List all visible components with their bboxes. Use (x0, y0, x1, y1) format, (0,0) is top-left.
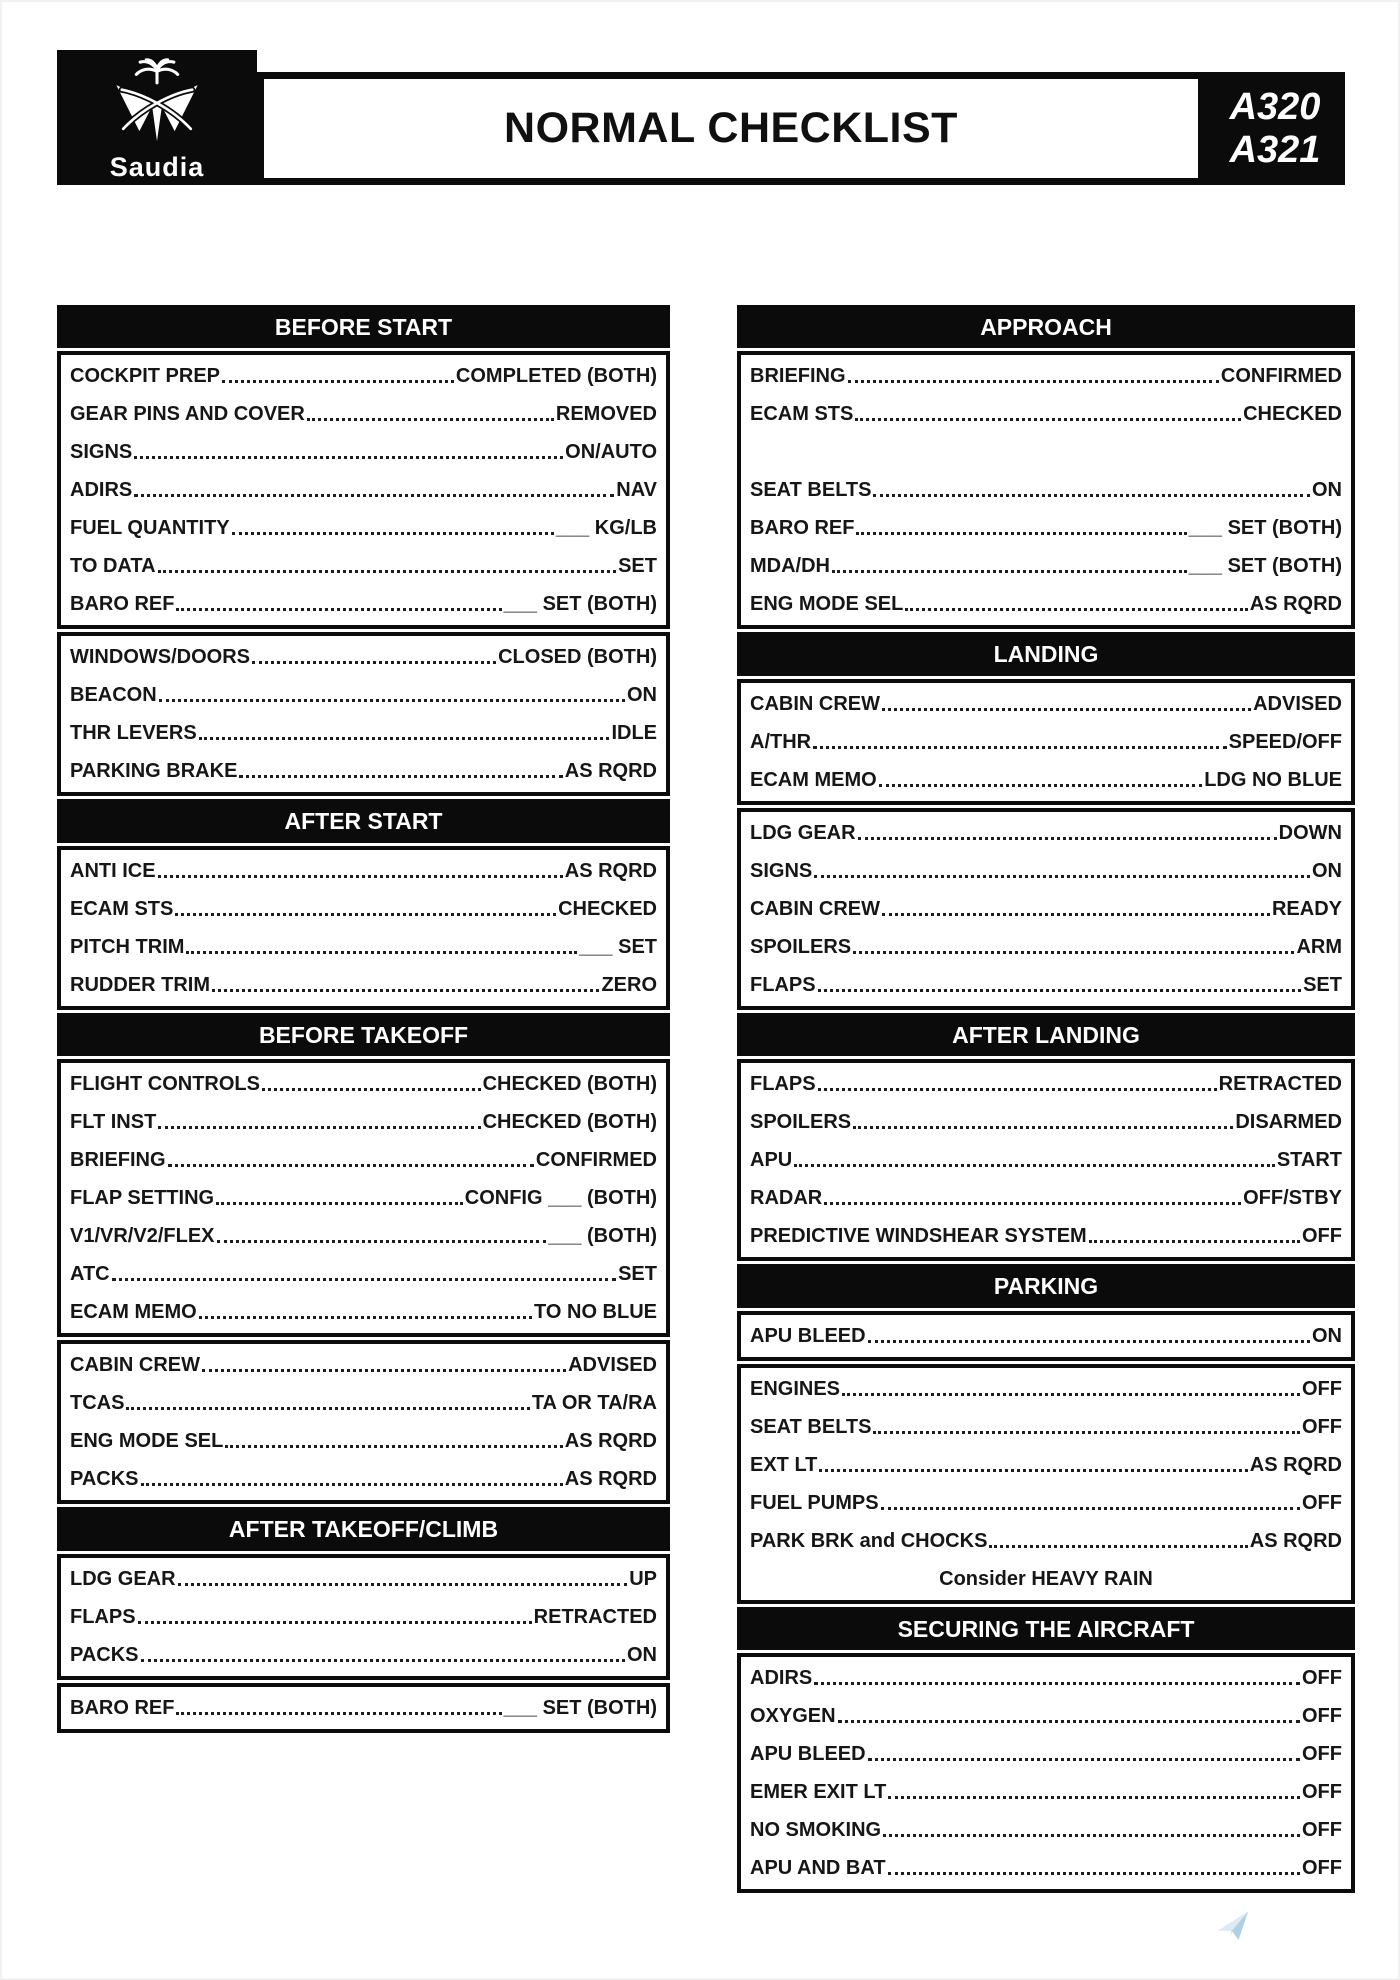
checklist-row (750, 814, 1342, 852)
checklist-group (57, 846, 670, 1010)
item-label: FUEL PUMPS (750, 1491, 879, 1514)
checklist-row (70, 1598, 657, 1636)
item-value: AS RQRD (1249, 593, 1342, 616)
item-value: CHECKED (BOTH) (482, 1111, 657, 1134)
item-label: ANTI ICE (70, 859, 156, 882)
item-value: ___ SET (BOTH) (503, 1696, 657, 1719)
item-value: ___ SET (BOTH) (1188, 517, 1342, 540)
dotted-leader (134, 494, 614, 497)
section-body (57, 351, 670, 796)
section-header: AFTER TAKEOFF/CLIMB (57, 1507, 670, 1550)
dotted-leader (212, 989, 599, 992)
aircraft-type-a321: A321 (1229, 128, 1321, 171)
checklist-row (70, 1293, 657, 1331)
dotted-leader (873, 1431, 1300, 1434)
item-value: OFF (1302, 1491, 1342, 1514)
dotted-leader (217, 1240, 547, 1243)
item-value: RETRACTED (1218, 1073, 1342, 1096)
item-value: OFF (1302, 1225, 1342, 1248)
dotted-leader (225, 1445, 562, 1448)
item-label: COCKPIT PREP (70, 365, 221, 388)
dotted-leader (838, 1720, 1300, 1723)
item-label: SEAT BELTS (750, 479, 872, 502)
dotted-leader (199, 737, 610, 740)
item-label: BRIEFING (750, 365, 846, 388)
item-label: CABIN CREW (70, 1354, 200, 1377)
item-value: CHECKED (1243, 403, 1342, 426)
dotted-leader (134, 456, 563, 459)
item-label: ENG MODE SEL (70, 1430, 224, 1453)
item-value: AS RQRD (564, 1430, 657, 1453)
checklist-row (750, 1811, 1342, 1849)
dotted-leader (868, 1758, 1300, 1761)
checklist-section (737, 1607, 1355, 1893)
item-label: TO DATA (70, 555, 156, 578)
paper-plane-icon (1214, 1910, 1255, 1950)
item-value: ON (627, 684, 657, 707)
checklist-group (737, 808, 1355, 1010)
item-label: EMER EXIT LT (750, 1781, 887, 1804)
item-value: TO NO BLUE (534, 1301, 657, 1324)
item-label: V1/VR/V2/FLEX (70, 1225, 215, 1248)
checklist-row (70, 509, 657, 547)
checklist-row (750, 1065, 1342, 1103)
dotted-leader (832, 570, 1187, 573)
dotted-leader (252, 661, 496, 664)
dotted-leader (262, 1088, 481, 1091)
item-value: TA OR TA/RA (531, 1392, 657, 1415)
item-label: ATC (70, 1263, 110, 1286)
item-value: OFF (1302, 1857, 1342, 1880)
item-label: SEAT BELTS (750, 1415, 872, 1438)
checklist-row (750, 1317, 1342, 1355)
item-label: PACKS (70, 1468, 139, 1491)
section-header: LANDING (737, 632, 1355, 675)
section-body (737, 1653, 1355, 1893)
checklist-row (750, 395, 1342, 433)
checklist-row (70, 357, 657, 395)
item-value: COMPLETED (BOTH) (455, 365, 657, 388)
dotted-leader (814, 1682, 1300, 1685)
checklist-row (70, 1141, 657, 1179)
dotted-leader (141, 1659, 625, 1662)
item-value: OFF (1302, 1705, 1342, 1728)
dotted-leader (176, 608, 501, 611)
item-label: PITCH TRIM (70, 935, 185, 958)
item-label: FLT INST (70, 1111, 157, 1134)
item-label: FLAP SETTING (70, 1187, 215, 1210)
checklist-row (750, 1849, 1342, 1887)
checklist-row (750, 928, 1342, 966)
item-value: DISARMED (1235, 1111, 1342, 1134)
item-value: SET (1303, 973, 1342, 996)
item-value: REMOVED (555, 403, 657, 426)
item-label: APU (750, 1149, 793, 1172)
dotted-leader (868, 1340, 1310, 1343)
checklist-row (750, 357, 1342, 395)
dotted-leader (202, 1369, 566, 1372)
item-value: OFF (1302, 1667, 1342, 1690)
item-label: PREDICTIVE WINDSHEAR SYSTEM (750, 1225, 1087, 1248)
checklist-row (750, 1141, 1342, 1179)
checklist-group (57, 632, 670, 796)
dotted-leader (168, 1164, 534, 1167)
dotted-leader (882, 913, 1270, 916)
checklist-row (70, 1346, 657, 1384)
item-value: AS RQRD (564, 859, 657, 882)
item-value: SET (618, 1263, 657, 1286)
dotted-leader (178, 1583, 628, 1586)
checklist-row (70, 395, 657, 433)
item-value: OFF/STBY (1243, 1187, 1342, 1210)
item-value: ON (1312, 859, 1342, 882)
item-label: BARO REF (70, 593, 175, 616)
checklist-row (750, 1103, 1342, 1141)
dotted-leader (905, 608, 1247, 611)
checklist-row (70, 1384, 657, 1422)
item-value: CONFIRMED (535, 1149, 657, 1172)
item-label: ECAM STS (750, 403, 854, 426)
item-label: FLIGHT CONTROLS (70, 1073, 260, 1096)
item-label: PARK BRK and CHOCKS (750, 1529, 988, 1552)
aircraft-type-box (1205, 72, 1345, 185)
item-label: APU AND BAT (750, 1857, 886, 1880)
checklist-row (70, 585, 657, 623)
section-body (737, 1311, 1355, 1604)
checklist-row (70, 547, 657, 585)
checklist-row (70, 1217, 657, 1255)
item-label: BARO REF (750, 517, 855, 540)
item-value: AS RQRD (1249, 1529, 1342, 1552)
checklist-row (750, 1659, 1342, 1697)
item-label: PACKS (70, 1643, 139, 1666)
checklist-section (737, 1013, 1355, 1261)
checklist-row (750, 1179, 1342, 1217)
checklist-group (737, 1311, 1355, 1361)
item-label: RADAR (750, 1187, 823, 1210)
checklist-row (750, 471, 1342, 509)
item-label: ECAM STS (70, 897, 174, 920)
item-value: READY (1271, 897, 1342, 920)
checklist-row (70, 928, 657, 966)
item-value: ON (1312, 479, 1342, 502)
section-header: AFTER LANDING (737, 1013, 1355, 1056)
checklist-row (70, 1065, 657, 1103)
dotted-leader (794, 1164, 1275, 1167)
checklist-row (70, 1460, 657, 1498)
dotted-leader (824, 1202, 1241, 1205)
checklist-row (750, 1217, 1342, 1255)
checklist-row (750, 1735, 1342, 1773)
item-label: SPOILERS (750, 1111, 852, 1134)
title-box (257, 72, 1205, 185)
dotted-leader (856, 532, 1186, 535)
checklist-row (70, 1179, 657, 1217)
item-label: RUDDER TRIM (70, 973, 210, 996)
item-label: EXT LT (750, 1453, 818, 1476)
checklist-section (57, 1013, 670, 1504)
dotted-leader (186, 951, 577, 954)
section-header: BEFORE START (57, 305, 670, 348)
dotted-leader (239, 775, 562, 778)
item-label: ENGINES (750, 1377, 841, 1400)
checklist-row (70, 1560, 657, 1598)
checklist-group (57, 1554, 670, 1680)
item-label: LDG GEAR (70, 1567, 176, 1590)
dotted-leader (141, 1483, 563, 1486)
checklist-section (737, 1264, 1355, 1603)
dotted-leader (818, 989, 1302, 992)
dotted-leader (175, 913, 556, 916)
item-label: FUEL QUANTITY (70, 517, 230, 540)
checklist-group (737, 1364, 1355, 1604)
checklist-row (70, 1255, 657, 1293)
item-label: THR LEVERS (70, 722, 197, 745)
checklist-row (750, 1484, 1342, 1522)
dotted-leader (813, 746, 1227, 749)
item-value: ___ SET (BOTH) (503, 593, 657, 616)
checklist-section (57, 1507, 670, 1732)
item-value: AS RQRD (564, 1468, 657, 1491)
checklist-group (737, 679, 1355, 805)
item-value: OFF (1302, 1819, 1342, 1842)
dotted-leader (232, 532, 554, 535)
item-value: ___ SET (579, 935, 657, 958)
item-value: RETRACTED (533, 1605, 657, 1628)
section-body (57, 1554, 670, 1733)
checklist-row (750, 723, 1342, 761)
dotted-leader (989, 1545, 1247, 1548)
item-value: ADVISED (568, 1354, 657, 1377)
dotted-leader (199, 1316, 532, 1319)
section-body (737, 679, 1355, 1010)
dotted-leader (158, 1126, 480, 1129)
dotted-leader (853, 1126, 1233, 1129)
checklist-row (750, 966, 1342, 1004)
dotted-leader (881, 1507, 1300, 1510)
item-label: TCAS (70, 1392, 125, 1415)
item-value: DOWN (1278, 821, 1342, 844)
checklist-section (57, 305, 670, 796)
item-value: IDLE (611, 722, 657, 745)
item-label: PARKING BRAKE (70, 760, 238, 783)
checklist-group (737, 1653, 1355, 1893)
dotted-leader (159, 699, 625, 702)
section-header: BEFORE TAKEOFF (57, 1013, 670, 1056)
checklist-row (750, 1697, 1342, 1735)
item-label: ECAM MEMO (70, 1301, 197, 1324)
section-header: AFTER START (57, 799, 670, 842)
item-label: ADIRS (70, 479, 133, 502)
checklist-row (750, 890, 1342, 928)
page-title: NORMAL CHECKLIST (504, 104, 958, 152)
dotted-leader (112, 1278, 616, 1281)
dotted-leader (883, 1834, 1300, 1837)
item-label: APU BLEED (750, 1743, 866, 1766)
item-value: OFF (1302, 1377, 1342, 1400)
checklist-row (70, 1689, 657, 1727)
checklist-group (57, 1683, 670, 1733)
item-value: OFF (1302, 1781, 1342, 1804)
checklist-row (750, 1370, 1342, 1408)
dotted-leader (848, 380, 1219, 383)
saudia-logo (57, 50, 257, 185)
item-value: CONFIRMED (1220, 365, 1342, 388)
item-value: CLOSED (BOTH) (498, 646, 657, 669)
checklist-row (70, 1422, 657, 1460)
checklist-group (737, 1059, 1355, 1261)
checklist-row (750, 1560, 1342, 1598)
item-label: ECAM MEMO (750, 768, 877, 791)
left-column (57, 305, 670, 1736)
note-text: Consider HEAVY RAIN (939, 1567, 1153, 1590)
brand-wordmark: Saudia (109, 152, 205, 182)
item-label: BEACON (70, 684, 157, 707)
dotted-leader (138, 1621, 532, 1624)
item-value: ___ (BOTH) (548, 1225, 657, 1248)
checklist-row (750, 547, 1342, 585)
item-label: ADIRS (750, 1667, 813, 1690)
item-label: NO SMOKING (750, 1819, 882, 1842)
dotted-leader (818, 1088, 1217, 1091)
item-value: START (1276, 1149, 1342, 1172)
item-label: FLAPS (70, 1605, 136, 1628)
checklist-row (70, 1103, 657, 1141)
dotted-leader (222, 380, 454, 383)
dotted-leader (842, 1393, 1300, 1396)
dotted-leader (888, 1872, 1300, 1875)
item-value: LDG NO BLUE (1204, 768, 1342, 791)
item-value: NAV (616, 479, 657, 502)
section-body (737, 1059, 1355, 1261)
checklist-row (750, 852, 1342, 890)
dotted-leader (873, 494, 1310, 497)
checklist-row (750, 685, 1342, 723)
item-value: ON/AUTO (565, 441, 657, 464)
aircraft-type-a320: A320 (1229, 85, 1321, 128)
checklist-row (750, 585, 1342, 623)
dotted-leader (1089, 1240, 1300, 1243)
section-body (737, 351, 1355, 629)
section-header: APPROACH (737, 305, 1355, 348)
item-value: ON (627, 1643, 657, 1666)
item-label: WINDOWS/DOORS (70, 646, 250, 669)
checklist-row (750, 509, 1342, 547)
item-label: FLAPS (750, 973, 816, 996)
item-value: UP (629, 1567, 657, 1590)
item-value: ON (1312, 1324, 1342, 1347)
item-label: SIGNS (70, 441, 133, 464)
item-value: ADVISED (1253, 692, 1342, 715)
dotted-leader (858, 837, 1277, 840)
item-label: FLAPS (750, 1073, 816, 1096)
dotted-leader (814, 875, 1310, 878)
checklist-section (737, 632, 1355, 1009)
item-label: BARO REF (70, 1696, 175, 1719)
item-value: CHECKED (558, 897, 657, 920)
dotted-leader (888, 1796, 1300, 1799)
checklist-group (737, 351, 1355, 629)
checklist-section (57, 799, 670, 1009)
checklist-row (750, 1408, 1342, 1446)
item-value: AS RQRD (564, 760, 657, 783)
checklist-row (750, 1446, 1342, 1484)
checklist-section (737, 305, 1355, 629)
section-header: SECURING THE AIRCRAFT (737, 1607, 1355, 1650)
checklist-row (70, 638, 657, 676)
item-value: OFF (1302, 1415, 1342, 1438)
checklist-row (70, 890, 657, 928)
checklist-row (750, 761, 1342, 799)
dotted-leader (216, 1202, 463, 1205)
dotted-leader (882, 708, 1251, 711)
item-label: OXYGEN (750, 1705, 836, 1728)
dotted-leader (853, 951, 1294, 954)
checklist-row (750, 1522, 1342, 1560)
item-label: GEAR PINS AND COVER (70, 403, 305, 426)
item-label: A/THR (750, 730, 812, 753)
item-label: CABIN CREW (750, 692, 880, 715)
checklist-row (70, 966, 657, 1004)
item-value: CONFIG ___ (BOTH) (464, 1187, 657, 1210)
checklist-row (70, 471, 657, 509)
item-value: OFF (1302, 1743, 1342, 1766)
checklist-group (57, 1059, 670, 1337)
item-label: ENG MODE SEL (750, 593, 904, 616)
checklist-group (57, 351, 670, 629)
item-label: LDG GEAR (750, 821, 856, 844)
checklist-row (70, 676, 657, 714)
checklist-row (70, 852, 657, 890)
checklist-row (70, 433, 657, 471)
checklist-row (70, 1636, 657, 1674)
checklist-row (750, 1773, 1342, 1811)
checklist-row (70, 752, 657, 790)
item-label: CABIN CREW (750, 897, 880, 920)
right-column (737, 305, 1355, 1896)
dotted-leader (855, 418, 1241, 421)
dotted-leader (879, 784, 1203, 787)
checklist-group (57, 1340, 670, 1504)
item-value: AS RQRD (1249, 1453, 1342, 1476)
dotted-leader (158, 875, 563, 878)
saudia-palm-wings-icon (111, 58, 203, 146)
item-value: SPEED/OFF (1228, 730, 1342, 753)
item-label: MDA/DH (750, 555, 830, 578)
item-value: ___ KG/LB (555, 517, 657, 540)
item-value: ___ SET (BOTH) (1188, 555, 1342, 578)
dotted-leader (307, 418, 554, 421)
dotted-leader (176, 1712, 501, 1715)
item-label: APU BLEED (750, 1324, 866, 1347)
item-label: SPOILERS (750, 935, 852, 958)
item-value: ZERO (601, 973, 657, 996)
section-body (57, 846, 670, 1010)
item-label: BRIEFING (70, 1149, 166, 1172)
dotted-leader (158, 570, 617, 573)
section-header: PARKING (737, 1264, 1355, 1307)
item-value: SET (618, 555, 657, 578)
item-value: CHECKED (BOTH) (482, 1073, 657, 1096)
item-label: SIGNS (750, 859, 813, 882)
dotted-leader (126, 1407, 529, 1410)
dotted-leader (819, 1469, 1247, 1472)
section-body (57, 1059, 670, 1504)
item-value: ARM (1296, 935, 1342, 958)
page-header (57, 50, 1345, 185)
checklist-row (70, 714, 657, 752)
